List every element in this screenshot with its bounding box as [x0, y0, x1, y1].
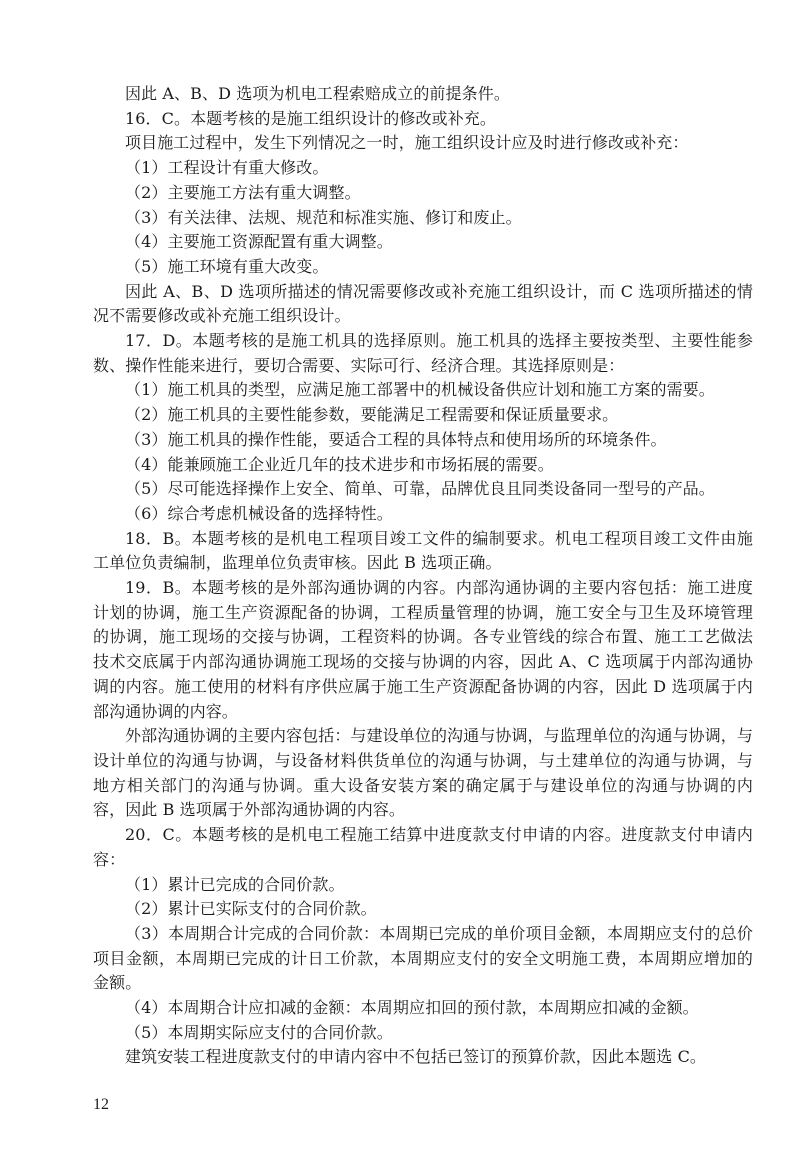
answer-16-heading: 16．C。本题考核的是施工组织设计的修改或补充。 — [125, 108, 497, 128]
list-item: （1）累计已完成的合同价款。 — [125, 874, 345, 894]
list-item: （4）能兼顾施工企业近几年的技术进步和市场拓展的需要。 — [125, 454, 554, 474]
list-item: （3）本周期合计完成的合同价款：本周期已完成的单价项目金额，本周期应支付的总价项目金额，本周期已完成的计日工价款，本周期应支付的安全文明施工费，本周期应增加的金额。 — [93, 923, 753, 993]
answer-20-heading: 20．C。本题考核的是机电工程施工结算中进度款支付申请的内容。进度款支付申请内容： — [93, 825, 753, 869]
list-item: （4）主要施工资源配置有重大调整。 — [125, 232, 393, 252]
answer-17-heading: 17．D。本题考核的是施工机具的选择原则。施工机具的选择主要按类型、主要性能参数、操作性能来进行，要切合需要、实际可行、经济合理。其选择原则是： — [93, 331, 753, 375]
paragraph: 建筑安装工程进度款支付的申请内容中不包括已签订的预算价款，因此本题选 C。 — [125, 1047, 707, 1067]
list-item: （3）有关法律、法规、规范和标准实施、修订和废止。 — [125, 207, 522, 227]
paragraph: 项目施工过程中，发生下列情况之一时，施工组织设计应及时进行修改或补充： — [125, 133, 689, 153]
answer-19-heading: 19．B。本题考核的是外部沟通协调的内容。内部沟通协调的主要内容包括：施工进度计划的协调，施工生产资源配备的协调，工程质量管理的协调，施工安全与卫生及环境管理的协调，施工现场的交接与协调，工程资料的协调。各专业管线的综合布置、施工工艺做法技术交底属于内部沟通协调施工现场的交接与协调的内容，因此 A、C 选项属于内部沟通协调的内容。施工使用的材料有序供应属于施工生产资源配备协调的内容，因此 D 选项属于内部沟通协调的内容。 — [93, 578, 753, 721]
page-number: 12 — [93, 1096, 109, 1113]
list-item: （2）施工机具的主要性能参数，要能满足工程需要和保证质量要求。 — [125, 405, 619, 425]
list-item: （2）累计已实际支付的合同价款。 — [125, 899, 377, 919]
list-item: （1）工程设计有重大修改。 — [125, 158, 329, 178]
list-item: （2）主要施工方法有重大调整。 — [125, 182, 361, 202]
list-item: （5）施工环境有重大改变。 — [125, 256, 329, 276]
list-item: （5）本周期实际应支付的合同价款。 — [125, 1022, 393, 1042]
list-item: （4）本周期合计应扣减的金额：本周期应扣回的预付款，本周期应扣减的金额。 — [125, 998, 699, 1018]
list-item: （1）施工机具的类型，应满足施工部署中的机械设备供应计划和施工方案的需要。 — [125, 380, 715, 400]
list-item: （6）综合考虑机械设备的选择特性。 — [125, 503, 393, 523]
list-item: （5）尽可能选择操作上安全、简单、可靠，品牌优良且同类设备同一型号的产品。 — [125, 479, 715, 499]
paragraph: 因此 A、B、D 选项为机电工程索赔成立的前提条件。 — [125, 84, 510, 103]
paragraph: 因此 A、B、D 选项所描述的情况需要修改或补充施工组织设计，而 C 选项所描述的情况不需要修改或补充施工组织设计。 — [93, 281, 753, 326]
document-body — [93, 82, 753, 1070]
answer-18-heading: 18．B。本题考核的是机电工程项目竣工文件的编制要求。机电工程项目竣工文件由施工单位负责编制，监理单位负责审核。因此 B 选项正确。 — [93, 528, 753, 573]
list-item: （3）施工机具的操作性能，要适合工程的具体特点和使用场所的环境条件。 — [125, 429, 667, 449]
paragraph: 外部沟通协调的主要内容包括：与建设单位的沟通与协调，与监理单位的沟通与协调，与设计单位的沟通与协调，与设备材料供货单位的沟通与协调，与土建单位的沟通与协调，与地方相关部门的沟通与协调。重大设备安装方案的确定属于与建设单位的沟通与协调的内容，因此 B 选项属于外部沟通协调的内容。 — [93, 726, 753, 820]
